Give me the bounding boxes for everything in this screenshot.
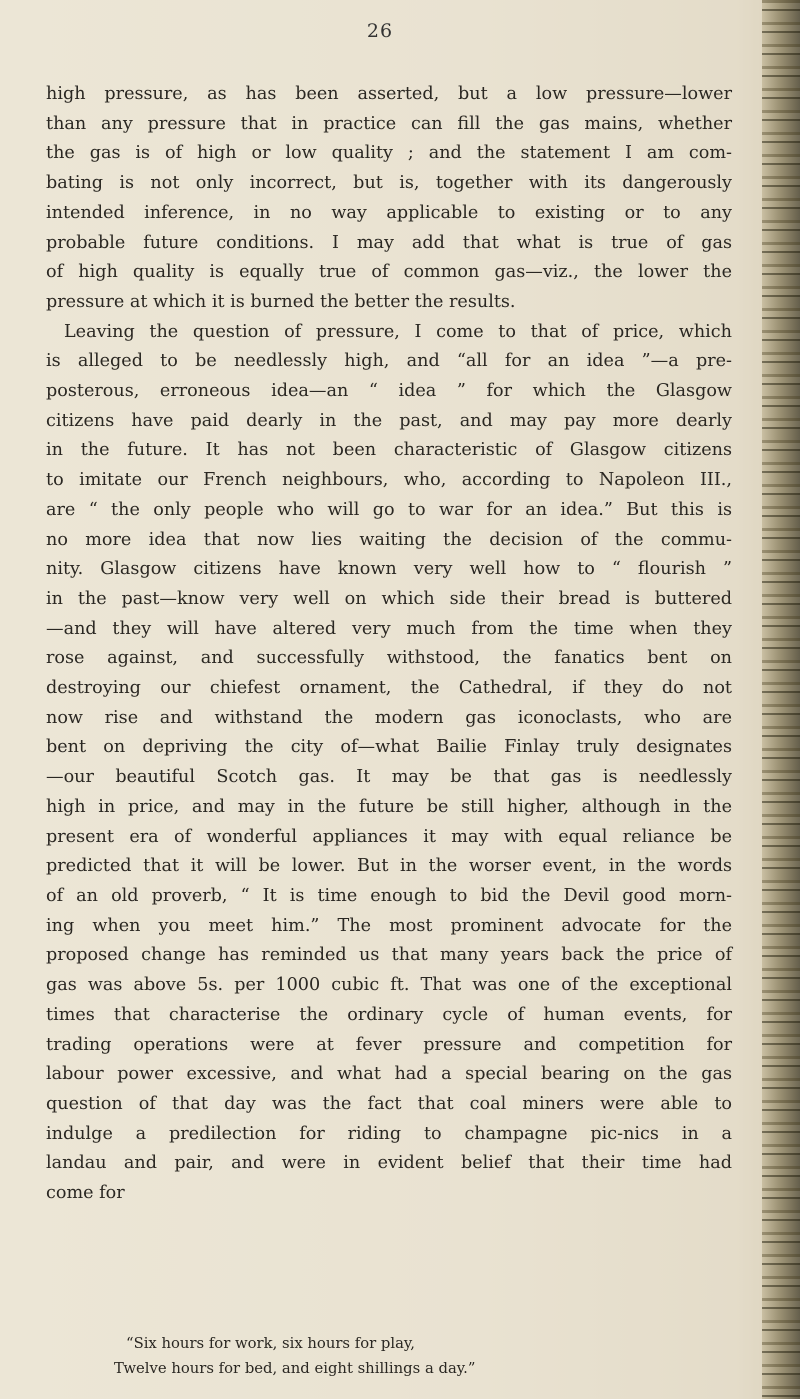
text-line: of high quality is equally true of common gas—viz., the lower the [46, 262, 732, 283]
text-line: bent on depriving the city of—what Bailie Finlay truly designates [46, 737, 732, 758]
text-line: come for [46, 1183, 125, 1204]
text-line: no more idea that now lies waiting the decision of the commu- [46, 529, 732, 550]
body-text [46, 80, 732, 1209]
text-line: landau and pair, and were in evident belief that their time had [46, 1153, 732, 1174]
page-number: 26 [366, 20, 394, 42]
text-line: is alleged to be needlessly high, and “all for an idea ”—a pre- [46, 351, 732, 372]
verse-line: “Six hours for work, six hours for play, [126, 1335, 416, 1352]
text-line: high pressure, as has been asserted, but a low pressure—lower [46, 84, 732, 104]
quoted-verse [114, 1331, 686, 1381]
text-line: of an old proverb, “ It is time enough to bid the Devil good morn- [46, 885, 732, 906]
text-line: high in price, and may in the future be still higher, although in the [46, 796, 732, 817]
text-line: ing when you meet him.” The most prominent advocate for the [46, 915, 732, 936]
text-line: posterous, erroneous idea—an “ idea ” for which the Glasgow [46, 381, 732, 402]
text-line: intended inference, in no way applicable to existing or to any [46, 202, 732, 223]
text-line: citizens have paid dearly in the past, and may pay more dearly [46, 410, 732, 431]
text-line: question of that day was the fact that coal miners were able to [46, 1093, 732, 1114]
text-line: in the future. It has not been characteristic of Glasgow citizens [46, 440, 732, 461]
page-binding-edge [762, 0, 800, 1399]
text-line: to imitate our French neighbours, who, according to Napoleon III., [46, 470, 732, 491]
text-line: probable future conditions. I may add that what is true of gas [46, 232, 732, 253]
text-line: are “ the only people who will go to war for an idea.” But this is [46, 499, 732, 520]
text-line: in the past—know very well on which side their bread is buttered [46, 588, 732, 609]
text-line: present era of wonderful appliances it may with equal reliance be [46, 826, 732, 847]
text-line: trading operations were at fever pressure and competition for [46, 1034, 732, 1055]
text-line: pressure at which it is burned the better the results. [46, 291, 516, 312]
text-line: predicted that it will be lower. But in the worser event, in the words [46, 856, 732, 877]
text-line: bating is not only incorrect, but is, together with its dangerously [46, 173, 732, 194]
text-line: proposed change has reminded us that many years back the price of [46, 945, 732, 966]
text-line: Leaving the question of pressure, I come to that of price, which [64, 321, 732, 342]
text-line: —and they will have altered very much from the time when they [46, 618, 732, 639]
text-line: times that characterise the ordinary cycle of human events, for [46, 1004, 732, 1025]
text-line: destroying our chiefest ornament, the Cathedral, if they do not [46, 678, 732, 699]
text-line: the gas is of high or low quality ; and the statement I am com- [46, 143, 732, 164]
text-line: gas was above 5s. per 1000 cubic ft. That was one of the exceptional [46, 975, 732, 996]
verse-line: Twelve hours for bed, and eight shillings a day.” [114, 1360, 476, 1377]
text-line: nity. Glasgow citizens have known very well how to “ flourish ” [46, 559, 732, 580]
text-line: now rise and withstand the modern gas iconoclasts, who are [46, 707, 732, 728]
text-line: rose against, and successfully withstood, the fanatics bent on [46, 648, 732, 669]
text-line: labour power excessive, and what had a special bearing on the gas [46, 1064, 732, 1085]
text-line: —our beautiful Scotch gas. It may be that gas is needlessly [46, 767, 732, 788]
text-line: indulge a predilection for riding to champagne pic-nics in a [46, 1123, 732, 1144]
text-line: than any pressure that in practice can fill the gas mains, whether [46, 113, 732, 134]
